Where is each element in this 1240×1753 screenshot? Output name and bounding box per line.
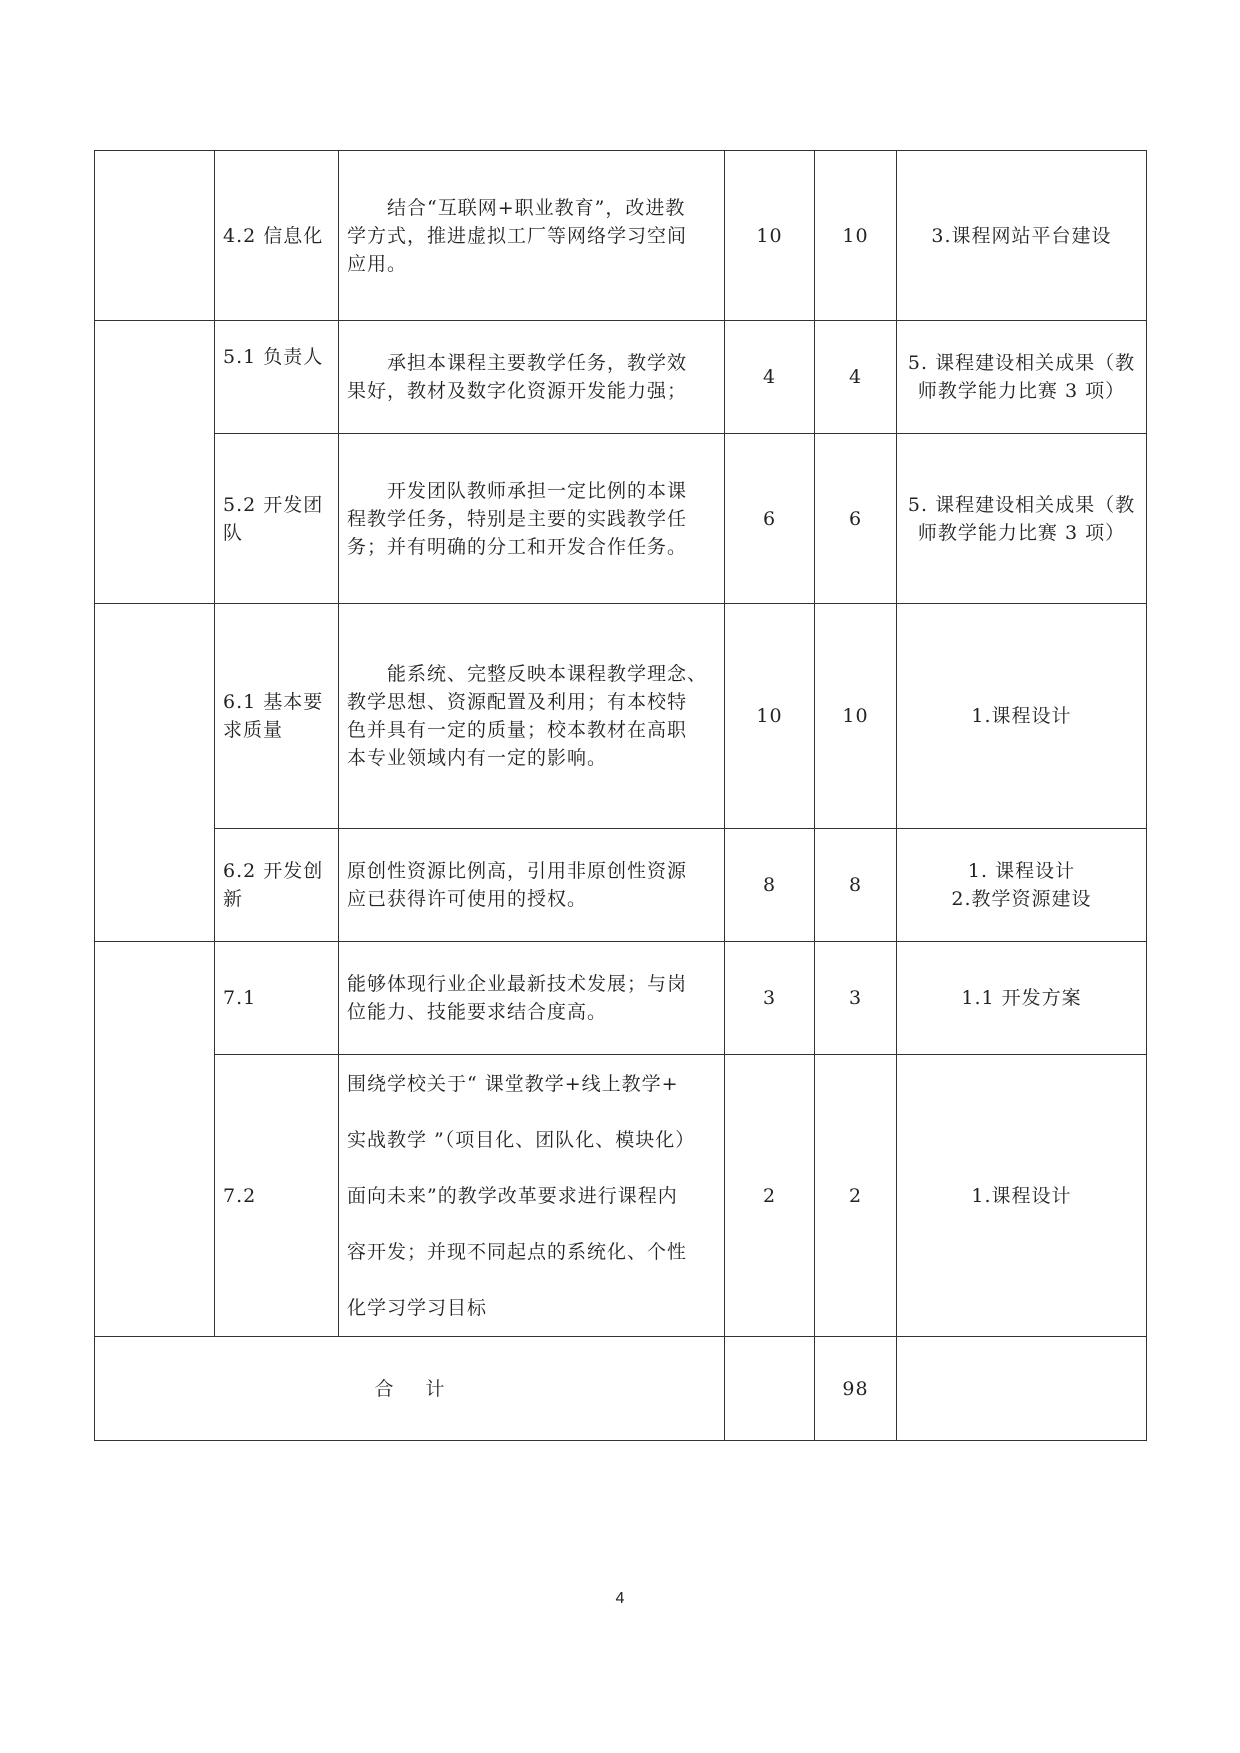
score-cell: 10 bbox=[815, 604, 897, 829]
table-row bbox=[95, 942, 1147, 1055]
content-line: 承担本课程主要教学任务，教学效 bbox=[387, 352, 688, 374]
evidence-line: 师教学能力比赛 3 项） bbox=[917, 521, 1126, 544]
content-line: 本专业领域内有一定的影响。 bbox=[347, 747, 608, 769]
content-line: 应用。 bbox=[347, 252, 408, 275]
content-cell-4-2 bbox=[339, 151, 725, 321]
evidence-line: 2.教学资源建设 bbox=[951, 888, 1092, 910]
full-score-cell: 6 bbox=[725, 434, 815, 604]
total-row bbox=[95, 1337, 1147, 1441]
content-line: 化学习学习目标 bbox=[347, 1296, 488, 1319]
score-cell: 8 bbox=[815, 829, 897, 942]
content-line: 围绕学校关于“ 课堂教学+线上教学+ bbox=[347, 1072, 679, 1095]
content-line: 面向未来”的教学改革要求进行课程内 bbox=[347, 1184, 678, 1207]
evidence-cell: 1.课程设计 bbox=[897, 1055, 1147, 1337]
evidence-cell bbox=[897, 434, 1147, 604]
item-line: 队 bbox=[223, 521, 244, 544]
content-line: 务；并有明确的分工和开发合作任务。 bbox=[347, 535, 688, 558]
content-line: 开发团队教师承担一定比例的本课 bbox=[387, 479, 688, 502]
content-cell-6-1 bbox=[339, 604, 725, 829]
item-line: 5.2 开发团 bbox=[223, 493, 324, 516]
content-line: 教学思想、资源配置及利用；有本校特 bbox=[347, 691, 688, 713]
evidence-line: 5. 课程建设相关成果（教 bbox=[907, 493, 1136, 516]
content-line: 学方式，推进虚拟工厂等网络学习空间 bbox=[347, 224, 688, 247]
table-row bbox=[95, 321, 1147, 434]
full-score-cell: 4 bbox=[725, 321, 815, 434]
item-cell-5-2 bbox=[215, 434, 339, 604]
evidence-line: 1. 课程设计 bbox=[967, 860, 1076, 882]
item-cell-4-2: 4.2 信息化 bbox=[215, 151, 339, 321]
item-line: 新 bbox=[223, 888, 244, 910]
evidence-cell: 1.1 开发方案 bbox=[897, 942, 1147, 1055]
content-line: 能够体现行业企业最新技术发展；与岗 bbox=[347, 973, 688, 995]
score-cell: 2 bbox=[815, 1055, 897, 1337]
table-row bbox=[95, 1055, 1147, 1337]
score-cell: 10 bbox=[815, 151, 897, 321]
page-number: 4 bbox=[615, 1590, 625, 1607]
content-line: 应已获得许可使用的授权。 bbox=[347, 888, 588, 910]
total-label: 合计 bbox=[374, 1377, 477, 1400]
content-cell-7-2 bbox=[339, 1055, 725, 1337]
full-score-cell: 3 bbox=[725, 942, 815, 1055]
content-line: 程教学任务，特别是主要的实践教学任 bbox=[347, 507, 688, 530]
table-row bbox=[95, 829, 1147, 942]
score-cell: 3 bbox=[815, 942, 897, 1055]
category-cell-4 bbox=[95, 151, 215, 321]
total-evidence-cell bbox=[897, 1337, 1147, 1441]
content-line: 容开发；并现不同起点的系统化、个性 bbox=[347, 1240, 688, 1263]
total-label-cell bbox=[95, 1337, 725, 1441]
content-line: 色并具有一定的质量；校本教材在高职 bbox=[347, 719, 688, 741]
content-cell-5-1 bbox=[339, 321, 725, 434]
content-cell-7-1 bbox=[339, 942, 725, 1055]
full-score-cell: 10 bbox=[725, 604, 815, 829]
item-line: 求质量 bbox=[223, 719, 284, 741]
evidence-cell: 3.课程网站平台建设 bbox=[897, 151, 1147, 321]
content-line: 果好，教材及数字化资源开发能力强； bbox=[347, 380, 688, 402]
item-line: 6.1 基本要 bbox=[223, 691, 324, 713]
content-line: 结合“互联网+职业教育”，改进教 bbox=[387, 196, 686, 219]
category-cell-5 bbox=[95, 321, 215, 604]
full-score-cell: 2 bbox=[725, 1055, 815, 1337]
content-line: 实战教学 ”（项目化、团队化、模块化） bbox=[347, 1128, 696, 1151]
full-score-cell: 10 bbox=[725, 151, 815, 321]
category-cell-6 bbox=[95, 604, 215, 942]
score-cell: 6 bbox=[815, 434, 897, 604]
item-cell-7-1: 7.1 bbox=[215, 942, 339, 1055]
total-full-cell bbox=[725, 1337, 815, 1441]
score-cell: 4 bbox=[815, 321, 897, 434]
content-line: 位能力、技能要求结合度高。 bbox=[347, 1001, 608, 1023]
content-line: 原创性资源比例高，引用非原创性资源 bbox=[347, 860, 688, 882]
content-cell-5-2 bbox=[339, 434, 725, 604]
table-row bbox=[95, 434, 1147, 604]
item-cell-6-2 bbox=[215, 829, 339, 942]
item-cell-5-1: 5.1 负责人 bbox=[215, 321, 339, 434]
evidence-line: 师教学能力比赛 3 项） bbox=[917, 380, 1126, 402]
evidence-cell bbox=[897, 829, 1147, 942]
table-row bbox=[95, 151, 1147, 321]
item-cell-6-1 bbox=[215, 604, 339, 829]
item-line: 6.2 开发创 bbox=[223, 860, 324, 882]
table-row bbox=[95, 604, 1147, 829]
category-cell-7 bbox=[95, 942, 215, 1337]
content-cell-6-2 bbox=[339, 829, 725, 942]
evidence-cell bbox=[897, 321, 1147, 434]
evidence-cell: 1.课程设计 bbox=[897, 604, 1147, 829]
total-score-cell: 98 bbox=[815, 1337, 897, 1441]
evidence-line: 5. 课程建设相关成果（教 bbox=[907, 352, 1136, 374]
content-line: 能系统、完整反映本课程教学理念、 bbox=[387, 663, 708, 685]
evaluation-table bbox=[94, 150, 1147, 1441]
item-cell-7-2: 7.2 bbox=[215, 1055, 339, 1337]
full-score-cell: 8 bbox=[725, 829, 815, 942]
